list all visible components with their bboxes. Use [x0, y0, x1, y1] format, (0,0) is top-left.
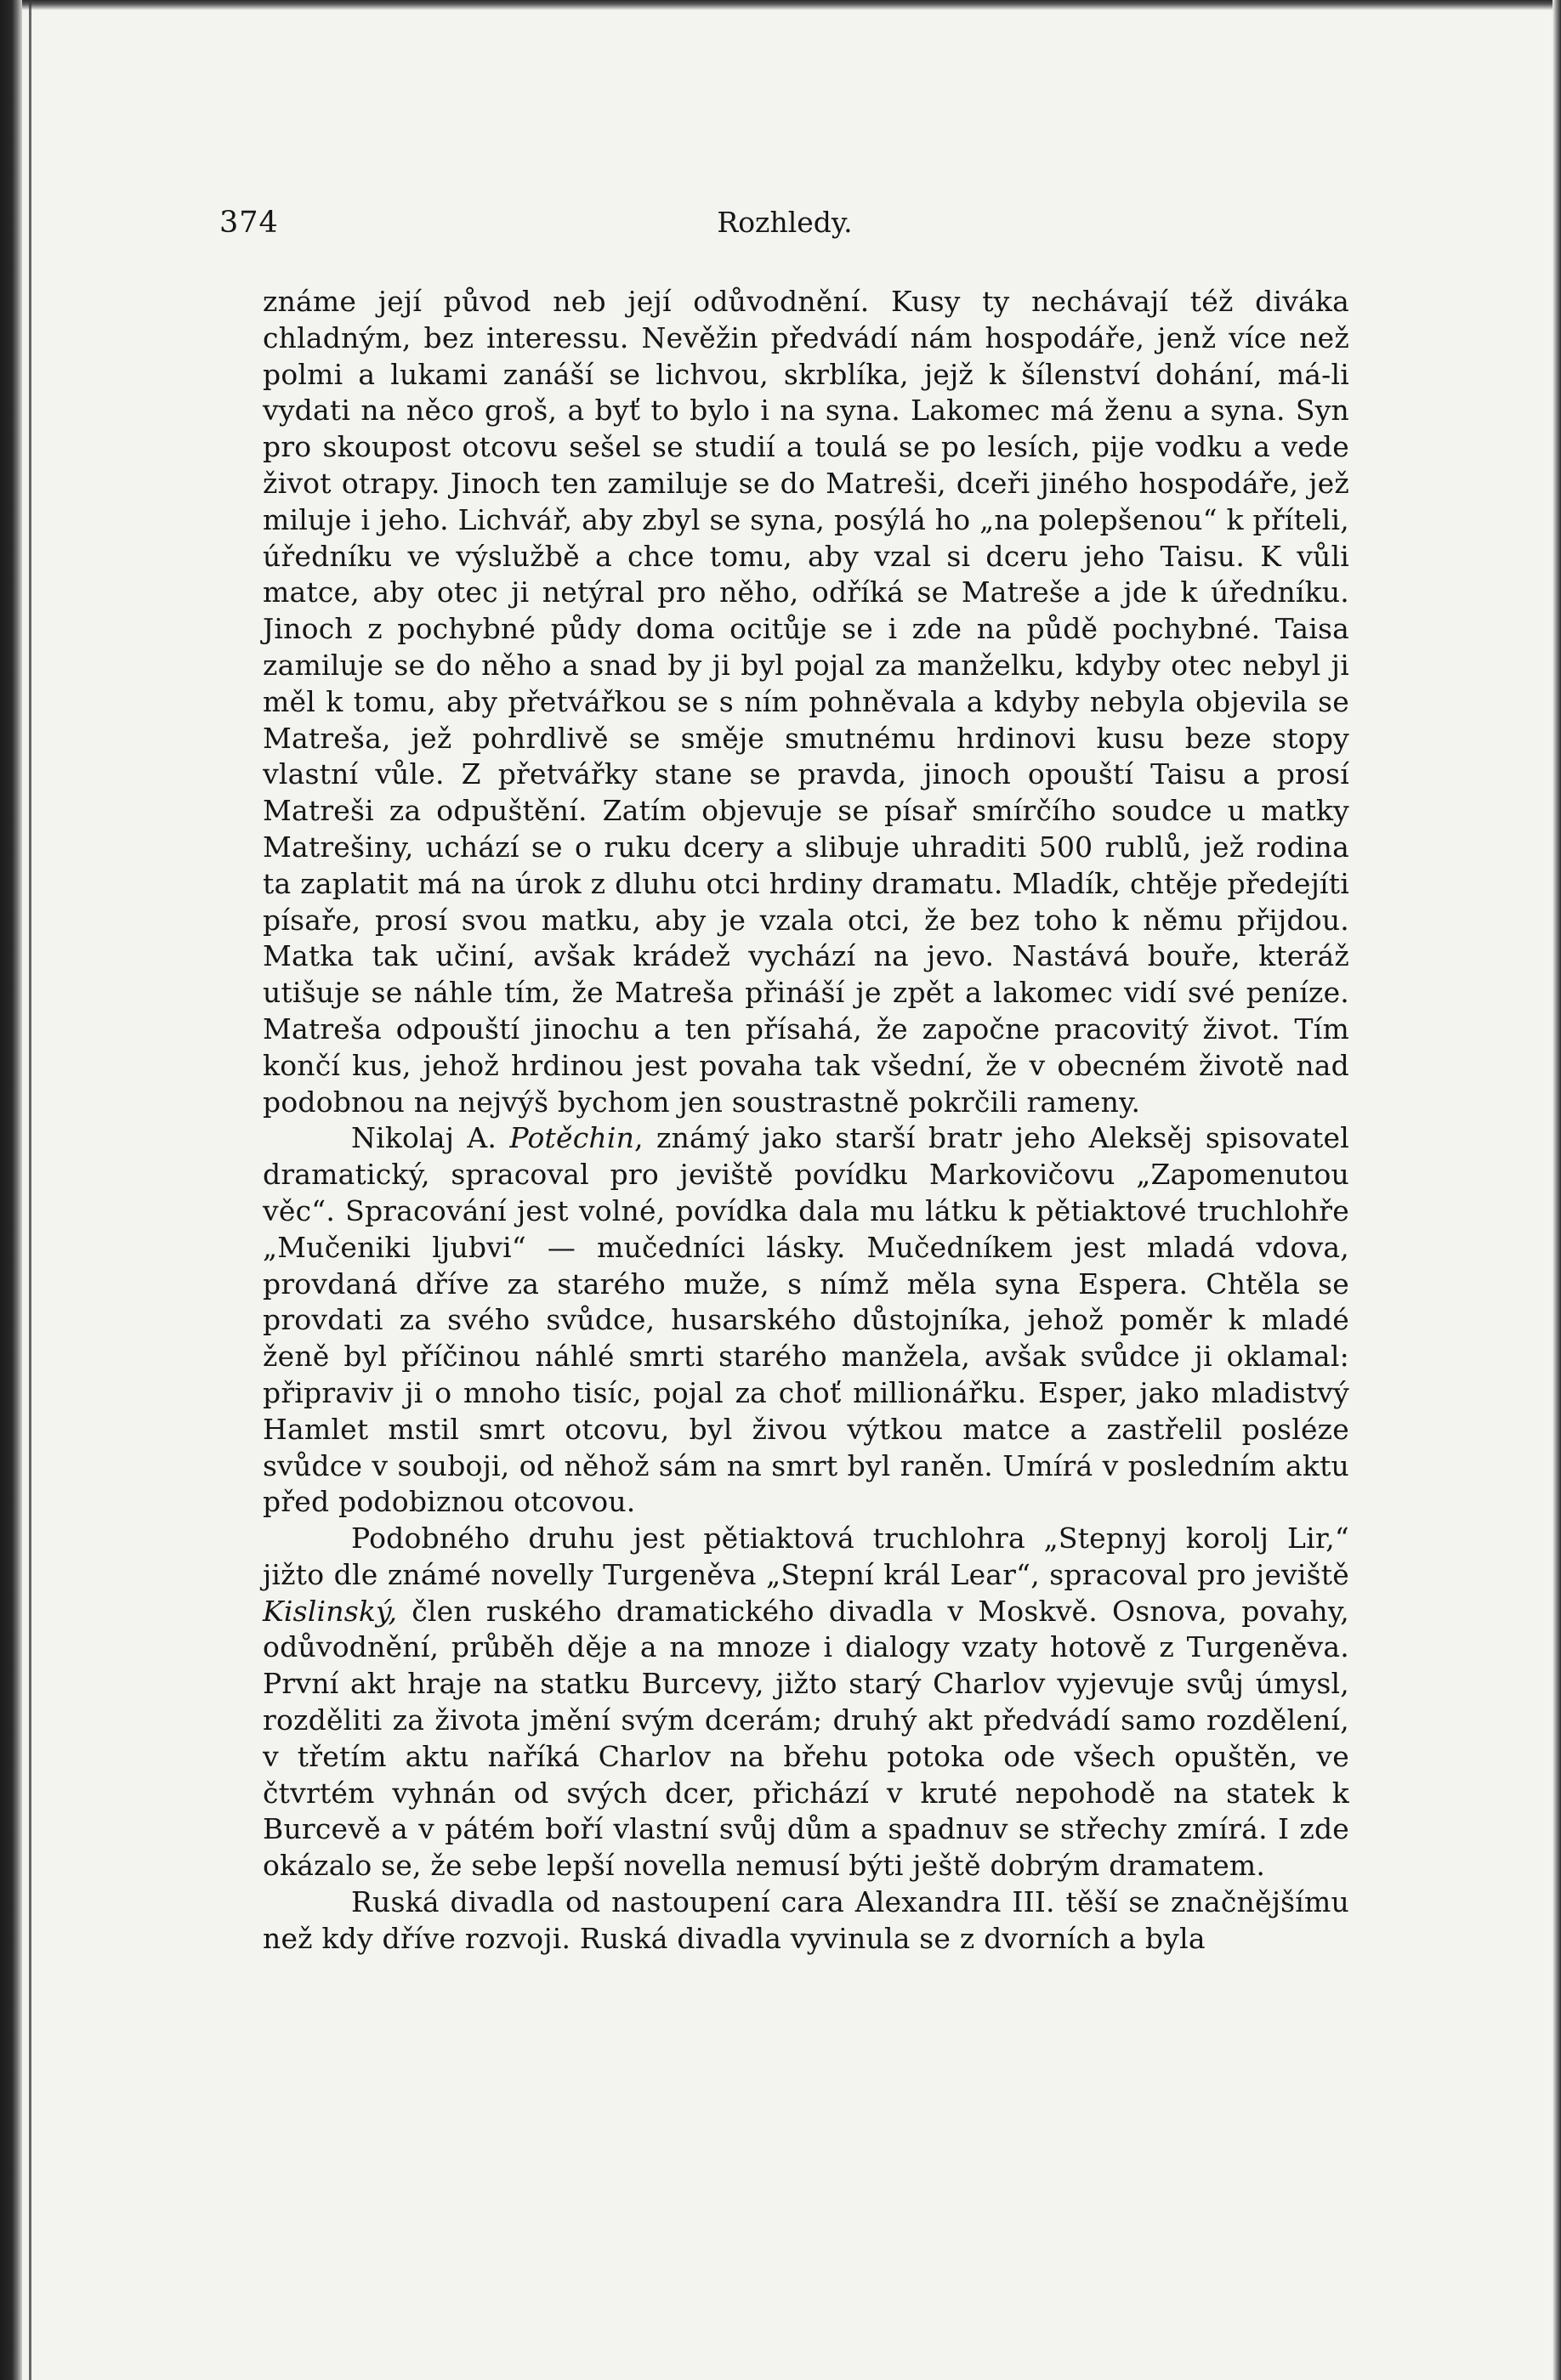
paragraph-2-body: , známý jako starší bratr jeho Aleksěj spisovatel dramatický, spracoval pro jeviště povídku Markovičovu „Zapomenutou věc“. Spracování jest volné, povídka dala mu látku k pětiaktové truchlohře „Mučeniki ljubvi“ — mučedníci lásky. Mučedníkem jest mladá vdova, provdaná dříve za starého muže, s nímž měla syna Espera. Chtěla se provdati za svého svůdce, husarského důstojníka, jehož poměr k mladé ženě byl příčinou náhlé smrti starého manžela, avšak svůdce ji oklamal: připraviv ji o mnoho tisíc, pojal za choť millionářku. Esper, jako mladistvý Hamlet mstil smrt otcovu, byl živou výtkou matce a zastřelil posléze svůdce v souboji, od něhož sám na smrt byl raněn. Umírá v posledním aktu před podobiznou otcovou. — [263, 1121, 1349, 1519]
paragraph-1: známe její původ neb její odůvodnění. Kusy ty nechávají též diváka chladným, bez interessu. Nevěžin předvádí nám hospodáře, jenž více než polmi a lukami zanáší se lichvou, skrblíka, jejž k šílenství dohání, má-li vydati na něco groš, a byť to bylo i na syna. Lakomec má ženu a syna. Syn pro skoupost otcovu sešel se studií a toulá se po lesích, pije vodku a vede život otrapy. Jinoch ten zamiluje se do Matreši, dceři jiného hospodáře, jež miluje i jeho. Lichvář, aby zbyl se syna, posýlá ho „na polepšenou“ k příteli, úředníku ve výslužbě a chce tomu, aby vzal si dceru jeho Taisu. K vůli matce, aby otec ji netýral pro něho, odříká se Matreše a jde k úředníku. Jinoch z pochybné půdy doma ocitůje se i zde na půdě pochybné. Taisa zamiluje se do něho a snad by ji byl pojal za manželku, kdyby otec nebyl ji měl k tomu, aby přetvářkou se s ním pohněvala a kdyby nebyla objevila se Matreša, jež pohrdlivě se směje smutnému hrdinovi kusu beze stopy vlastní vůle. Z přetvářky stane se pravda, jinoch opouští Taisu a prosí Matreši za odpuštění. Zatím objevuje se písař smírčího soudce u matky Matrešiny, uchází se o ruku dcery a slibuje uhraditi 500 rublů, jež rodina ta zaplatit má na úrok z dluhu otci hrdiny dramatu. Mladík, chtěje předejíti písaře, prosí svou matku, aby je vzala otci, že bez toho k němu přijdou. Matka tak učiní, avšak krádež vychází na jevo. Nastává bouře, kteráž utišuje se náhle tím, že Matreša přináší je zpět a lakomec vidí své peníze. Matreša odpouští jinochu a ten přísahá, že započne pracovitý život. Tím končí kus, jehož hrdinou jest povaha tak všední, že v obecném životě nad podobnou na nejvýš bychom jen soustrastně pokrčili rameny. — [263, 285, 1349, 1119]
author-name-kislinsky: Kislinský, — [263, 1594, 398, 1628]
scan-border-left — [0, 0, 22, 2380]
scan-border-right — [1552, 0, 1561, 2380]
running-title: Rozhledy. — [717, 206, 853, 239]
scan-border-line — [29, 0, 31, 2380]
author-name-potechin: Potěchin — [509, 1121, 635, 1155]
scan-border-top — [0, 0, 1561, 10]
page-header — [219, 204, 1350, 241]
body-text — [263, 284, 1349, 1958]
paragraph-2-lead: Nikolaj A. — [351, 1121, 510, 1155]
paragraph-2 — [263, 1120, 1349, 1521]
paragraph-3-body: člen ruského dramatického divadla v Moskvě. Osnova, povahy, odůvodnění, průběh děje a na mnoze i dialogy vzaty hotově z Turgeněva. První akt hraje na statku Burcevy, jižto starý Charlov vyjevuje svůj úmysl, rozděliti za života jmění svým dcerám; druhý akt předvádí samo rozdělení, v třetím aktu naříká Charlov na břehu potoka ode všech opuštěn, ve čtvrtém vyhnán od svých dcer, přichází v kruté nepohodě na statek k Burcevě a v pátém boří vlastní svůj dům a spadnuv se střechy zmírá. I zde okázalo se, že sebe lepší novella nemusí býti ještě dobrým dramatem. — [263, 1594, 1349, 1883]
paragraph-3-lead: Podobného druhu jest pětiaktová truchlohra „Stepnyj korolj Lir,“ jižto dle známé novelly Turgeněva „Stepní král Lear“, spracoval pro jeviště — [263, 1522, 1349, 1591]
paragraph-4: Ruská divadla od nastoupení cara Alexandra III. těší se značnějšímu než kdy dříve rozvoji. Ruská divadla vyvinula se z dvorních a byla — [263, 1885, 1349, 1955]
page-number: 374 — [219, 206, 279, 240]
paragraph-3 — [263, 1521, 1349, 1884]
